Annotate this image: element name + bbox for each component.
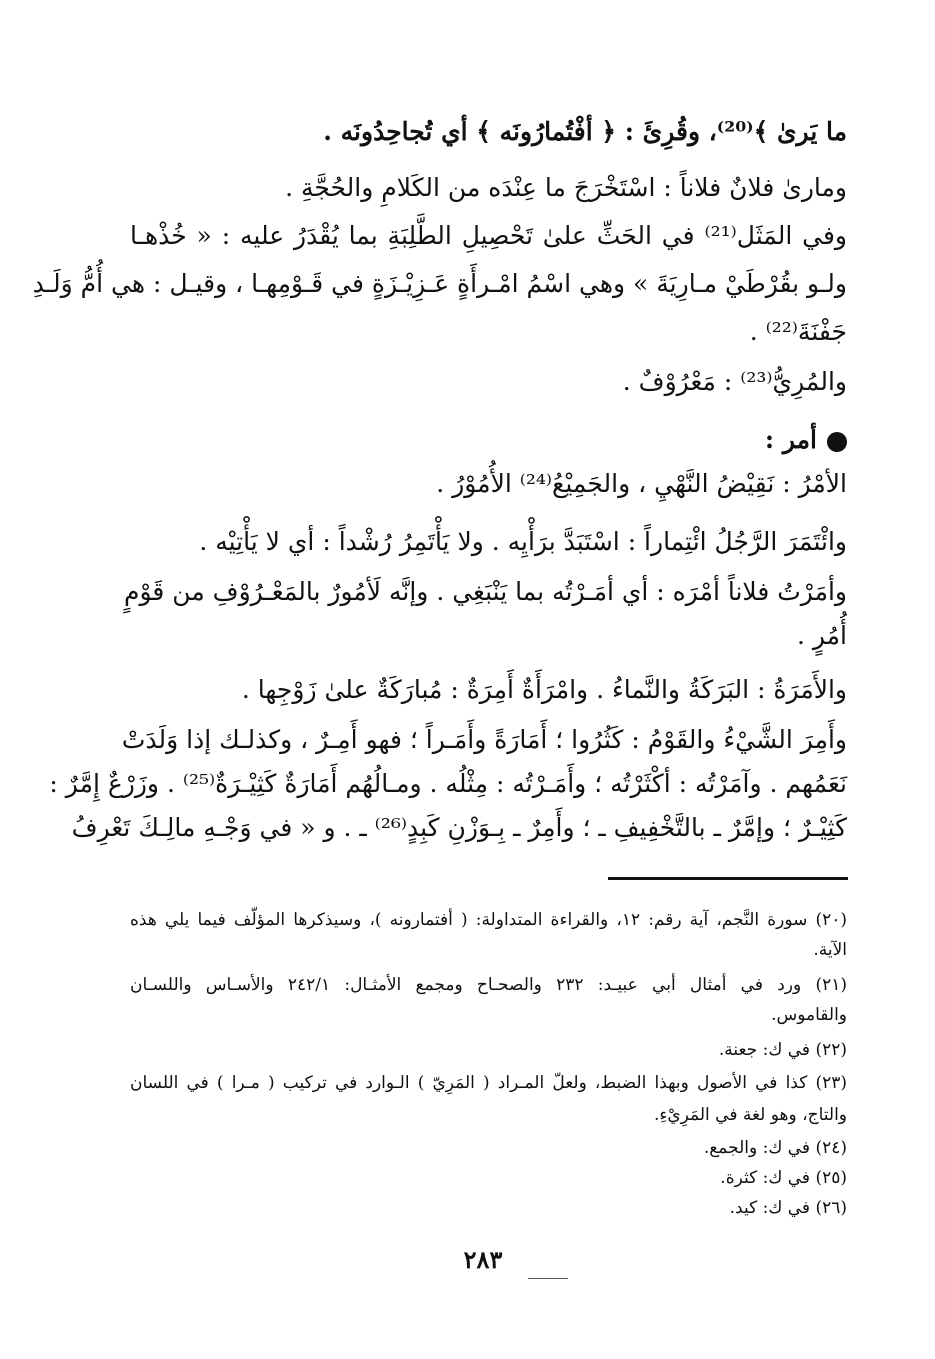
text-line: ما يَرىٰ ﴾⁽²⁰⁾، وقُرِئَ : ﴿ أفْتُمارُونَه ﴾ أي تُجاحِدُونَه . (323, 117, 847, 146)
text-line: وأمَرْتُ فلاناً أمْرَه : أي أمَـرْتُه بما يَنْبَغِي . وإنَّه لَأمُورٌ بالمَعْـرُوْفِ من قَوْمٍ (124, 577, 847, 606)
footnote: (٢٤) في ك: والجمع. (703, 1138, 847, 1158)
text-line: والمُرِيُّ⁽²³⁾ : مَعْرُوْفٌ . (622, 367, 847, 396)
page-number-underline (528, 1278, 568, 1279)
footnote-continuation: الآية. (813, 940, 847, 960)
text-line: أُمُرٍ . (796, 621, 847, 650)
footnote: (٢٢) في ك: جعنة. (718, 1040, 847, 1060)
text-line: وائْتَمَرَ الرَّجُلُ ائْتِماراً : اسْتَبَدَّ برَأْيِه . ولا يَأْتَمِرُ رُشْداً : أي لا يَأْتِيْه . (199, 527, 847, 556)
text-line: وأَمِرَ الشَّيْءُ والقَوْمُ : كَثُرُوا ؛ أَمَارَةً وأَمَـراً ؛ فهو أَمِـرٌ ، وكذلـك إذا وَلَدَتْ (121, 725, 847, 754)
entry-heading (130, 420, 847, 460)
page-number: ٢٨٣ (463, 1245, 503, 1274)
text-line: نَعَمُهم . وآمَرْتُه : أكْثَرْتُه ؛ وأَمَـرْتُه : مِثْلُه . ومـالُهُم أَمَارَةٌ كَثِيْـرَةٌ⁽²⁵⁾ . وزَرْعٌ إِمَّرٌ : (49, 769, 847, 798)
bullet-icon (827, 432, 847, 452)
text-line: كَثِيْـرٌ ؛ وإمَّرٌ ـ بالتَّخْفِيفِ ـ ؛ وأَمِرٌ ـ بِـوَزْنِ كَبِدٍ⁽²⁶⁾ ـ . و « في وَجْـهِ مالِـكَ تَعْرِفُ (71, 813, 847, 842)
footnote: (٢٠) سورة النَّجم، آية رقم: ١٢، والقراءة المتداولة: ( أفتمارونه )، وسيذكرها المؤلّف فيما يلي هذه (130, 910, 847, 930)
footnote: (٢١) ورد في أمثال أبي عبيـد: ٢٣٢ والصحـاح ومجمع الأمثـال: ٢٤٢/١ والأسـاس واللسـان (130, 975, 847, 995)
footnote: (٢٦) في ك: كيد. (729, 1198, 847, 1218)
footnote-continuation: والتاج، وهو لغة في المَرِيْءِ. (653, 1105, 847, 1125)
entry-heading-label: أمر : (764, 425, 817, 454)
text-line: والأَمَرَةُ : البَرَكَةُ والنَّماءُ . وامْرَأَةٌ أَمِرَةٌ : مُبارَكَةٌ علىٰ زَوْجِها . (241, 675, 847, 704)
text-line: ولـو بقُرْطَيْ مـارِيَةَ » وهي اسْمُ امْـرأَةٍ عَـزِيْـزَةٍ في قَـوْمِهـا ، وقيـل : هي أُمُّ وَلَـدِ (32, 269, 847, 298)
footnote: (٢٥) في ك: كثرة. (720, 1168, 847, 1188)
text-line: جَفْنَةَ⁽²²⁾ . (749, 317, 847, 346)
text-line: ومارىٰ فلانٌ فلاناً : اسْتَخْرَجَ ما عِنْدَه من الكَلامِ والحُجَّةِ . (285, 173, 847, 202)
text-line: الأمْرُ : نَقِيْضُ النَّهْيِ ، والجَمِيْعُ⁽²⁴⁾ الأُمُوْرُ . (436, 469, 847, 498)
footnote-continuation: والقاموس. (771, 1005, 847, 1025)
footnote-divider (608, 877, 848, 880)
text-line: وفي المَثَل⁽²¹⁾ في الحَثِّ علىٰ تَحْصِيلِ الطَّلِبَةِ بما يُقْدَرُ عليه : « خُذْهـا (130, 221, 847, 250)
footnote: (٢٣) كذا في الأصول وبهذا الضبط، ولعلّ المـراد ( المَرِيّ ) الـوارد في تركيب ( مـرا ) في اللسان (130, 1073, 847, 1093)
